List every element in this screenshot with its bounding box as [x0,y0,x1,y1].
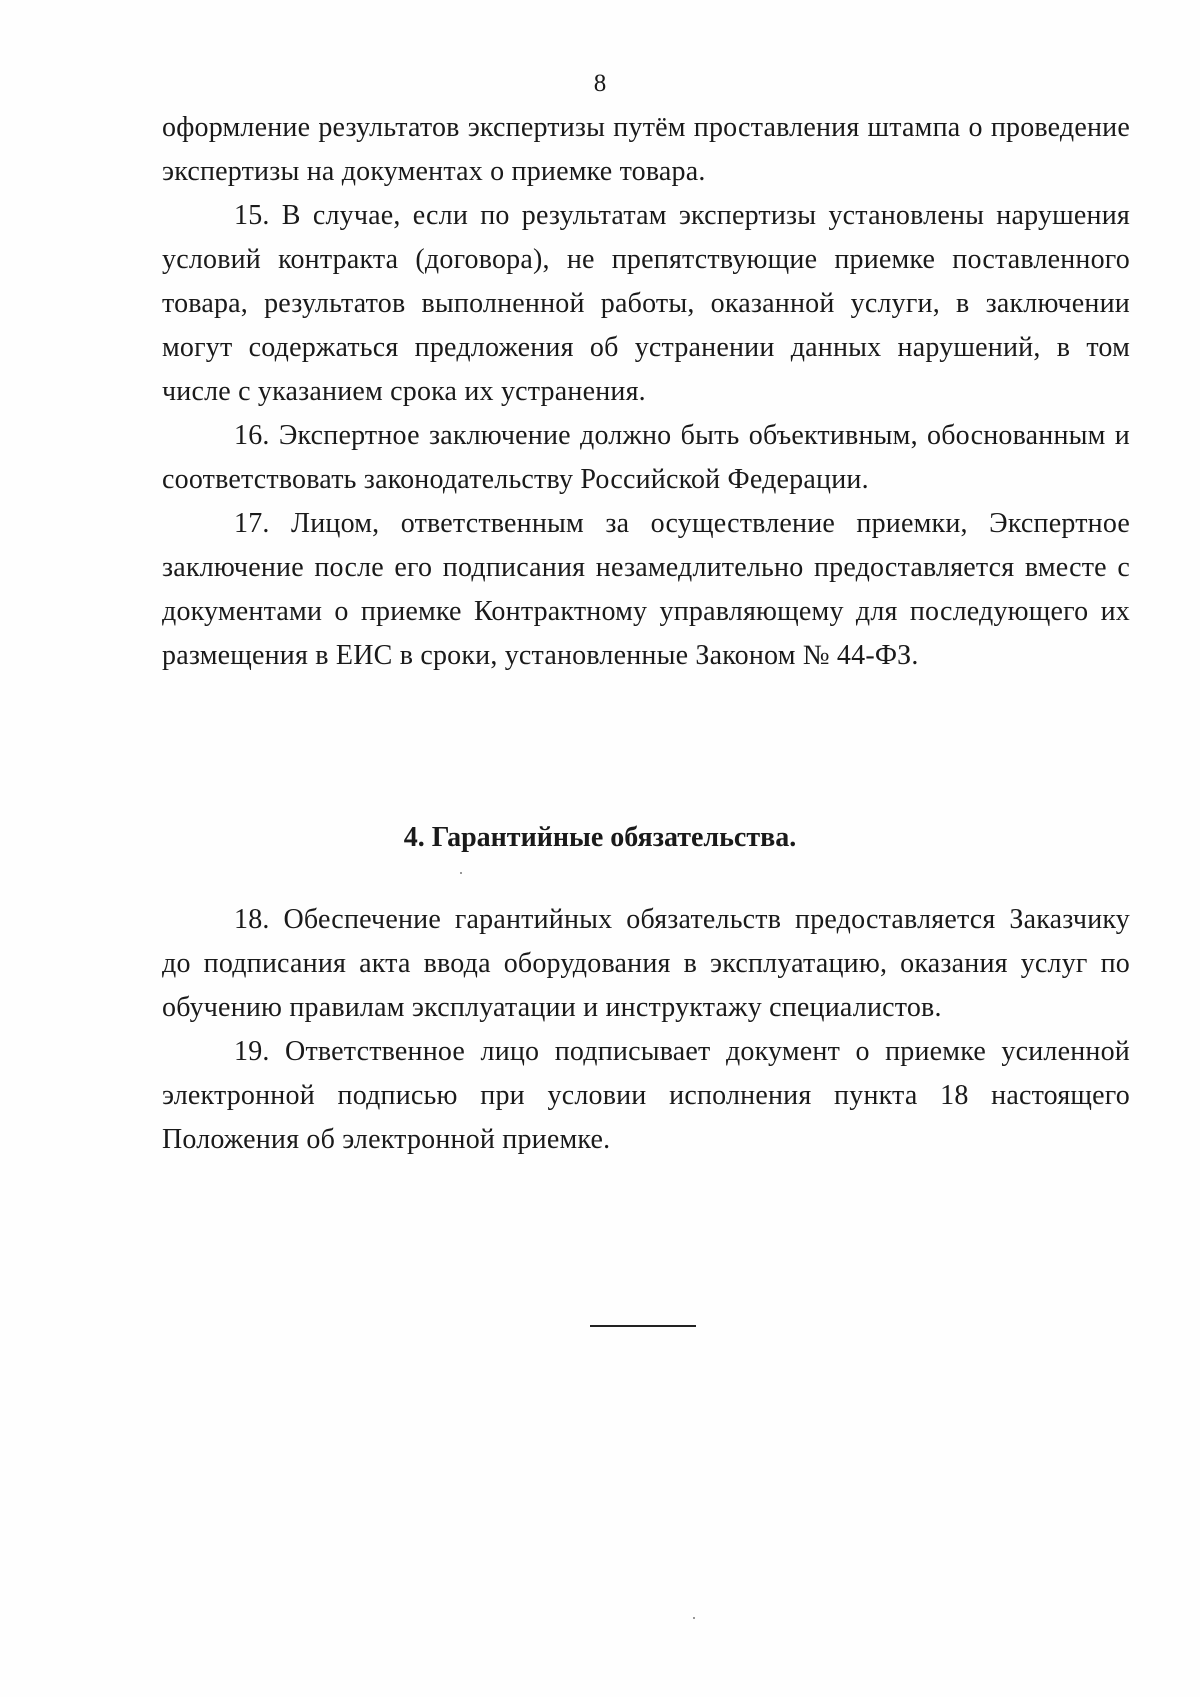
paragraph-continued: оформление результатов экспертизы путём проставления штампа о проведение экспертизы на документах о приемке товара. [162,112,1130,187]
paragraph-18: 18. Обеспечение гарантийных обязательств предоставляется Заказчику до подписания акта ввода оборудования в эксплуатацию, оказания услуг по обучению правилам эксплуатации и инструктажу специалистов. [162,904,1130,1023]
paragraph-16: 16. Экспертное заключение должно быть объективным, обоснованным и соответствовать законодательству Российской Федерации. [162,420,1130,495]
section-heading: 4. Гарантийные обязательства. [403,822,797,853]
text-block-bottom [162,898,1130,1162]
paragraph-17: 17. Лицом, ответственным за осуществление приемки, Экспертное заключение после его подписания незамедлительно предоставляется вместе с документами о приемке Контрактному управляющему для последующего их размещения в ЕИС в сроки, установленные Законом № 44-ФЗ. [162,508,1130,671]
paragraph-15: 15. В случае, если по результатам экспертизы установлены нарушения условий контракта (договора), не препятствующие приемке поставленного товара, результатов выполненной работы, оказанной услуги, в заключении могут содержаться предложения об устранении данных нарушений, в том числе с указанием срока их устранения. [162,200,1130,407]
page-number: 8 [593,70,607,97]
scan-artifact-dot [460,872,462,874]
paragraph-19: 19. Ответственное лицо подписывает документ о приемке усиленной электронной подписью при условии исполнения пункта 18 настоящего Положения об электронной приемке. [162,1036,1130,1155]
end-of-document-rule [590,1325,696,1327]
text-block-top [162,106,1130,678]
scan-artifact-dot [693,1617,695,1619]
